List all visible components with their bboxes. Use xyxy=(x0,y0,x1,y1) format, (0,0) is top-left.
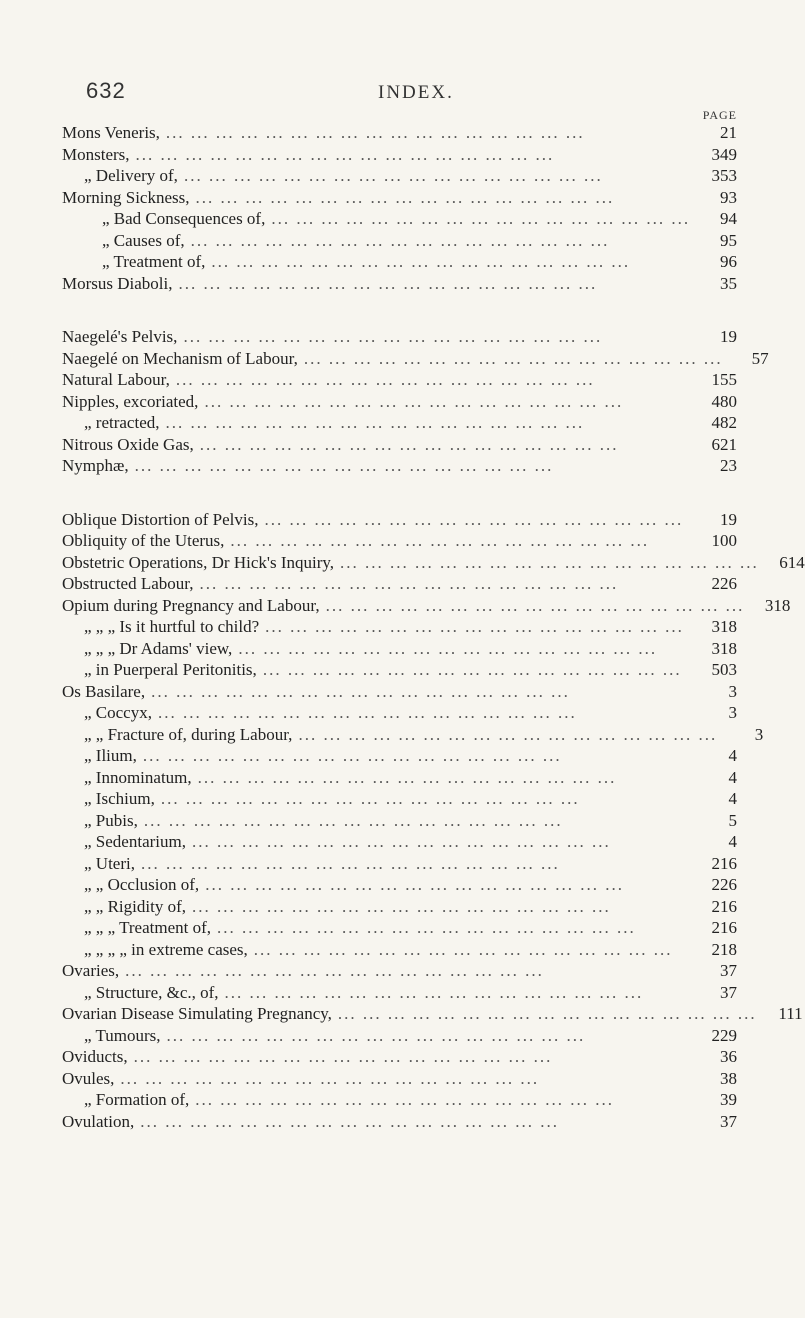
entry-page-number: 21 xyxy=(720,123,737,142)
entry-page-number: 318 xyxy=(711,617,737,636)
entry-label: „ Pubis, xyxy=(84,810,138,830)
entry-page-number: 95 xyxy=(720,230,737,250)
entry-label: „ Ischium, xyxy=(84,789,155,808)
page-column-label: PAGE xyxy=(702,108,737,122)
leader-dots: ... ... ... ... ... ... ... ... ... ... ... ... ... ... ... ... ... xyxy=(337,1004,757,1023)
leader-dots: ... ... ... ... ... ... ... ... ... ... ... ... ... ... ... ... ... xyxy=(253,939,673,959)
leader-dots: ... ... ... ... ... ... ... ... ... ... ... ... ... ... ... ... ... xyxy=(133,1047,553,1066)
entry-page-number: 3 xyxy=(728,681,737,701)
index-entry xyxy=(62,326,737,348)
index-entry xyxy=(62,165,737,187)
entry-label: Oblique Distortion of Pelvis, xyxy=(62,509,259,529)
entry-label: Oviducts, xyxy=(62,1047,128,1066)
entry-label: Ovarian Disease Simulating Pregnancy, xyxy=(62,1004,332,1023)
leader-dots: ... ... ... ... ... ... ... ... ... ... ... ... ... ... ... ... ... xyxy=(191,832,611,851)
entry-label: Obstetric Operations, Dr Hick's Inquiry, xyxy=(62,552,335,572)
entry-page-number: 226 xyxy=(711,574,737,593)
index-entry xyxy=(62,788,737,810)
leader-dots: ... ... ... ... ... ... ... ... ... ... ... ... ... ... ... ... ... xyxy=(271,209,691,228)
entry-label: Obstructed Labour, xyxy=(62,574,194,593)
leader-dots: ... ... ... ... ... ... ... ... ... ... ... ... ... ... ... ... ... xyxy=(230,531,650,550)
entry-label: „ „ „ Is it hurtful to child? xyxy=(84,617,260,636)
leader-dots: ... ... ... ... ... ... ... ... ... ... ... ... ... ... ... ... ... xyxy=(165,413,585,432)
entry-page-number: 36 xyxy=(720,1047,737,1066)
index-entry xyxy=(62,702,737,724)
index-entry xyxy=(62,831,737,853)
entry-page-number: 318 xyxy=(711,638,737,658)
index-entry xyxy=(62,1003,803,1025)
entry-label: Mons Veneris, xyxy=(62,123,160,142)
entry-label: „ „ Occlusion of, xyxy=(84,875,200,894)
leader-dots: ... ... ... ... ... ... ... ... ... ... ... ... ... ... ... ... ... xyxy=(340,552,759,572)
entry-page-number: 4 xyxy=(728,746,737,765)
leader-dots: ... ... ... ... ... ... ... ... ... ... ... ... ... ... ... ... ... xyxy=(175,370,595,389)
index-section-n xyxy=(62,326,769,477)
page-number: 632 xyxy=(86,78,126,103)
leader-dots: ... ... ... ... ... ... ... ... ... ... ... ... ... ... ... ... ... xyxy=(205,875,624,894)
index-entry xyxy=(62,810,737,832)
index-entry xyxy=(62,348,769,370)
index-entry xyxy=(62,251,737,273)
leader-dots: ... ... ... ... ... ... ... ... ... ... ... ... ... ... ... ... ... xyxy=(142,746,562,765)
leader-dots: ... ... ... ... ... ... ... ... ... ... ... ... ... ... ... ... ... xyxy=(211,252,631,271)
leader-dots: ... ... ... ... ... ... ... ... ... ... ... ... ... ... ... ... ... xyxy=(120,1068,540,1088)
index-entry xyxy=(62,455,737,477)
index-entry xyxy=(62,509,737,531)
entry-page-number: 35 xyxy=(720,273,737,293)
entry-page-number: 155 xyxy=(711,370,737,389)
leader-dots: ... ... ... ... ... ... ... ... ... ... ... ... ... ... ... ... ... xyxy=(204,391,624,411)
index-entry xyxy=(62,939,737,961)
index-entry xyxy=(62,659,737,681)
leader-dots: ... ... ... ... ... ... ... ... ... ... ... ... ... ... ... ... ... xyxy=(262,660,682,679)
entry-page-number: 39 xyxy=(720,1090,737,1109)
index-entry xyxy=(62,745,737,767)
leader-dots: ... ... ... ... ... ... ... ... ... ... ... ... ... ... ... ... ... xyxy=(157,703,577,722)
entry-label: Nitrous Oxide Gas, xyxy=(62,434,194,454)
entry-page-number: 4 xyxy=(728,832,737,851)
entry-page-number: 480 xyxy=(711,391,737,411)
index-section-m xyxy=(62,122,737,294)
entry-label: „ retracted, xyxy=(84,413,160,432)
entry-label: „ „ „ Dr Adams' view, xyxy=(84,638,233,658)
index-entry xyxy=(62,616,737,638)
entry-page-number: 229 xyxy=(711,1025,737,1045)
index-entry xyxy=(62,595,791,617)
entry-label: „ Delivery of, xyxy=(84,166,178,185)
leader-dots: ... ... ... ... ... ... ... ... ... ... ... ... ... ... ... ... ... xyxy=(134,456,554,475)
index-entry xyxy=(62,724,764,746)
entry-label: „ „ Rigidity of, xyxy=(84,896,186,916)
index-entry xyxy=(62,767,737,789)
index-entry xyxy=(62,573,737,595)
entry-page-number: 38 xyxy=(720,1068,737,1088)
entry-label: „ Ilium, xyxy=(84,746,137,765)
entry-label: „ Uteri, xyxy=(84,853,135,873)
leader-dots: ... ... ... ... ... ... ... ... ... ... ... ... ... ... ... ... ... xyxy=(217,918,636,937)
entry-page-number: 94 xyxy=(720,209,737,228)
entry-page-number: 37 xyxy=(720,1111,737,1131)
index-body xyxy=(62,122,805,1164)
leader-dots: ... ... ... ... ... ... ... ... ... ... ... ... ... ... ... ... ... xyxy=(238,638,658,658)
entry-page-number: 93 xyxy=(720,187,737,207)
entry-page-number: 5 xyxy=(728,810,737,830)
entry-page-number: 19 xyxy=(720,509,737,529)
entry-label: „ Structure, &c., of, xyxy=(84,982,219,1002)
index-entry xyxy=(62,874,737,896)
leader-dots: ... ... ... ... ... ... ... ... ... ... ... ... ... ... ... ... ... xyxy=(191,896,611,916)
index-entry xyxy=(62,1068,737,1090)
entry-label: Os Basilare, xyxy=(62,681,146,701)
entry-page-number: 3 xyxy=(754,724,764,744)
leader-dots: ... ... ... ... ... ... ... ... ... ... ... ... ... ... ... ... ... xyxy=(199,574,619,593)
entry-page-number: 353 xyxy=(711,166,737,185)
entry-label: Nymphæ, xyxy=(62,456,129,475)
leader-dots: ... ... ... ... ... ... ... ... ... ... ... ... ... ... ... ... ... xyxy=(140,853,560,873)
entry-page-number: 349 xyxy=(711,144,737,164)
index-entry xyxy=(62,273,737,295)
index-entry xyxy=(62,1111,737,1133)
index-entry xyxy=(62,187,737,209)
entry-page-number: 4 xyxy=(728,789,737,808)
entry-label: Monsters, xyxy=(62,144,130,164)
entry-page-number: 218 xyxy=(711,939,737,959)
leader-dots: ... ... ... ... ... ... ... ... ... ... ... ... ... ... ... ... ... xyxy=(183,166,603,185)
index-entry xyxy=(62,681,737,703)
index-entry xyxy=(62,552,805,574)
index-entry xyxy=(62,230,737,252)
leader-dots: ... ... ... ... ... ... ... ... ... ... ... ... ... ... ... ... ... xyxy=(125,961,544,980)
entry-label: Obliquity of the Uterus, xyxy=(62,531,225,550)
index-entry xyxy=(62,122,737,144)
entry-page-number: 216 xyxy=(711,896,737,916)
entry-page-number: 226 xyxy=(711,875,737,894)
leader-dots: ... ... ... ... ... ... ... ... ... ... ... ... ... ... ... ... ... xyxy=(195,1090,615,1109)
entry-label: Natural Labour, xyxy=(62,370,170,389)
entry-label: „ Causes of, xyxy=(102,230,185,250)
leader-dots: ... ... ... ... ... ... ... ... ... ... ... ... ... ... ... ... ... xyxy=(178,273,598,293)
entry-page-number: 96 xyxy=(720,252,737,271)
entry-label: „ „ Fracture of, during Labour, xyxy=(84,724,293,744)
entry-page-number: 37 xyxy=(720,961,737,980)
leader-dots: ... ... ... ... ... ... ... ... ... ... ... ... ... ... ... ... ... xyxy=(166,1025,586,1045)
index-entry xyxy=(62,144,737,166)
leader-dots: ... ... ... ... ... ... ... ... ... ... ... ... ... ... ... ... ... xyxy=(325,595,745,615)
entry-label: „ Bad Consequences of, xyxy=(102,209,266,228)
leader-dots: ... ... ... ... ... ... ... ... ... ... ... ... ... ... ... ... ... xyxy=(183,327,603,346)
leader-dots: ... ... ... ... ... ... ... ... ... ... ... ... ... ... ... ... ... xyxy=(298,724,718,744)
index-entry xyxy=(62,853,737,875)
index-entry xyxy=(62,208,737,230)
index-entry xyxy=(62,896,737,918)
entry-page-number: 216 xyxy=(711,918,737,937)
index-entry xyxy=(62,369,737,391)
entry-page-number: 621 xyxy=(711,434,737,454)
entry-label: „ in Puerperal Peritonitis, xyxy=(84,660,257,679)
entry-label: Ovaries, xyxy=(62,961,120,980)
index-entry xyxy=(62,391,737,413)
leader-dots: ... ... ... ... ... ... ... ... ... ... ... ... ... ... ... ... ... xyxy=(151,681,570,701)
running-head: INDEX. xyxy=(378,82,454,103)
entry-label: „ „ „ Treatment of, xyxy=(84,918,211,937)
entry-label: Naegelé's Pelvis, xyxy=(62,327,178,346)
entry-label: Naegelé on Mechanism of Labour, xyxy=(62,348,298,368)
index-entry xyxy=(62,1046,737,1068)
entry-page-number: 19 xyxy=(720,327,737,346)
index-entry xyxy=(62,960,737,982)
leader-dots: ... ... ... ... ... ... ... ... ... ... ... ... ... ... ... ... ... xyxy=(135,144,555,164)
index-entry xyxy=(62,982,737,1004)
leader-dots: ... ... ... ... ... ... ... ... ... ... ... ... ... ... ... ... ... xyxy=(160,789,580,808)
index-entry xyxy=(62,917,737,939)
index-entry xyxy=(62,530,737,552)
entry-label: „ Coccyx, xyxy=(84,703,152,722)
entry-page-number: 100 xyxy=(711,531,737,550)
leader-dots: ... ... ... ... ... ... ... ... ... ... ... ... ... ... ... ... ... xyxy=(197,767,617,787)
entry-label: Opium during Pregnancy and Labour, xyxy=(62,595,320,615)
index-entry xyxy=(62,638,737,660)
entry-page-number: 3 xyxy=(728,703,737,722)
index-entry xyxy=(62,412,737,434)
leader-dots: ... ... ... ... ... ... ... ... ... ... ... ... ... ... ... ... ... xyxy=(140,1111,559,1131)
index-entry xyxy=(62,1089,737,1111)
entry-page-number: 482 xyxy=(711,413,737,432)
entry-page-number: 111 xyxy=(778,1004,803,1023)
leader-dots: ... ... ... ... ... ... ... ... ... ... ... ... ... ... ... ... ... xyxy=(265,617,684,636)
leader-dots: ... ... ... ... ... ... ... ... ... ... ... ... ... ... ... ... ... xyxy=(190,230,610,250)
entry-page-number: 503 xyxy=(711,660,737,679)
entry-page-number: 57 xyxy=(751,348,769,368)
entry-label: „ Sedentarium, xyxy=(84,832,186,851)
leader-dots: ... ... ... ... ... ... ... ... ... ... ... ... ... ... ... ... ... xyxy=(199,434,619,454)
entry-label: „ Tumours, xyxy=(84,1025,161,1045)
entry-page-number: 318 xyxy=(764,595,791,615)
entry-label: Morning Sickness, xyxy=(62,187,190,207)
entry-label: Morsus Diaboli, xyxy=(62,273,173,293)
entry-page-number: 216 xyxy=(711,853,737,873)
entry-page-number: 37 xyxy=(720,982,737,1002)
entry-label: Ovulation, xyxy=(62,1111,135,1131)
leader-dots: ... ... ... ... ... ... ... ... ... ... ... ... ... ... ... ... ... xyxy=(143,810,563,830)
entry-label: Ovules, xyxy=(62,1068,115,1088)
entry-label: „ Treatment of, xyxy=(102,252,206,271)
entry-page-number: 4 xyxy=(728,767,737,787)
leader-dots: ... ... ... ... ... ... ... ... ... ... ... ... ... ... ... ... ... xyxy=(195,187,615,207)
index-entry xyxy=(62,1025,737,1047)
entry-page-number: 614 xyxy=(779,552,805,572)
leader-dots: ... ... ... ... ... ... ... ... ... ... ... ... ... ... ... ... ... xyxy=(224,982,644,1002)
index-entry xyxy=(62,434,737,456)
leader-dots: ... ... ... ... ... ... ... ... ... ... ... ... ... ... ... ... ... xyxy=(165,123,585,142)
leader-dots: ... ... ... ... ... ... ... ... ... ... ... ... ... ... ... ... ... xyxy=(264,509,684,529)
entry-label: Nipples, excoriated, xyxy=(62,391,199,411)
index-section-o xyxy=(62,509,805,1133)
entry-page-number: 23 xyxy=(720,456,737,475)
entry-label: „ Formation of, xyxy=(84,1090,190,1109)
entry-label: „ „ „ „ in extreme cases, xyxy=(84,939,248,959)
leader-dots: ... ... ... ... ... ... ... ... ... ... ... ... ... ... ... ... ... xyxy=(303,348,723,368)
entry-label: „ Innominatum, xyxy=(84,767,192,787)
